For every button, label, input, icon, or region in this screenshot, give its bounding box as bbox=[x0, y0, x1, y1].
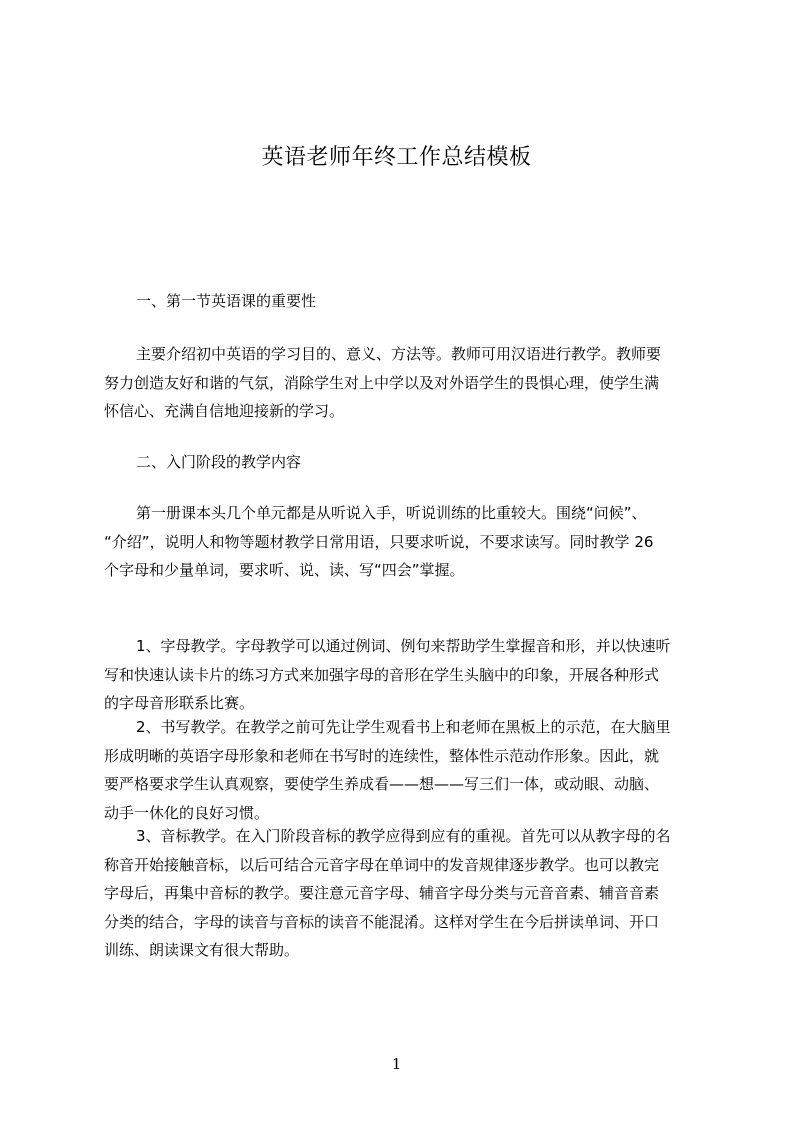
paragraph-line: 主要介绍初中英语的学习目的、意义、方法等。教师可用汉语进行教学。教师要 bbox=[136, 345, 662, 363]
paragraph-line: 形成明晰的英语字母形象和老师在书写时的连续性，整体性示范动作形象。因此，就 bbox=[104, 746, 660, 765]
document-title: 英语老师年终工作总结模板 bbox=[261, 145, 532, 170]
paragraph-line: 怀信心、充满自信地迎接新的学习。 bbox=[104, 402, 345, 420]
paragraph-line: 个字母和少量单词，要求听、说、读、写“四会”掌握。 bbox=[104, 561, 465, 579]
paragraph-line: 2、书写教学。在教学之前可先让学生观看书上和老师在黑板上的示范，在大脑里 bbox=[136, 718, 671, 736]
paragraph-line: 训练、朗读课文有很大帮助。 bbox=[104, 941, 300, 959]
item-paragraph-phonetics bbox=[104, 822, 704, 965]
paragraph-line: 努力创造友好和谐的气氛，消除学生对上中学以及对外语学生的畏惧心理，使学生满 bbox=[104, 373, 660, 392]
page-number: 1 bbox=[391, 1055, 402, 1073]
paragraph-line: “介绍”，说明人和物等题材教学日常用语，只要求听说，不要求读写。同时教学 26 bbox=[104, 532, 654, 551]
paragraph-line: 称音开始接触音标，以后可结合元音字母在单词中的发音规律逐步教学。也可以教完 bbox=[104, 855, 660, 874]
paragraph-line: 的字母音形联系比赛。 bbox=[104, 694, 255, 712]
paragraph-line: 动手一休化的良好习惯。 bbox=[104, 803, 270, 822]
paragraph-line: 第一册课本头几个单元都是从听说入手，听说训练的比重较大。围绕“问候”、 bbox=[136, 504, 647, 522]
section-paragraph-1 bbox=[104, 340, 704, 426]
paragraph-line: 分类的结合，字母的读音与音标的读音不能混淆。这样对学生在今后拼读单词、开口 bbox=[104, 912, 660, 931]
paragraph-line: 3、音标教学。在入门阶段音标的教学应得到应有的重视。首先可以从教字母的名 bbox=[136, 827, 671, 845]
paragraph-line: 1、字母教学。字母教学可以通过例词、例句来帮助学生掌握音和形，并以快速听 bbox=[136, 637, 671, 655]
section-heading-2: 二、入门阶段的教学内容 bbox=[136, 453, 302, 471]
item-paragraph-writing bbox=[104, 713, 704, 827]
section-heading-1: 一、第一节英语课的重要性 bbox=[136, 292, 317, 310]
paragraph-line: 要严格要求学生认真观察，要使学生养成看——想——写三们一体，或动眼、动脑、 bbox=[104, 775, 660, 793]
paragraph-line: 写和快速认读卡片的练习方式来加强字母的音形在学生头脑中的印象，开展各种形式 bbox=[104, 665, 660, 684]
item-paragraph-letters bbox=[104, 632, 704, 718]
section-paragraph-2 bbox=[104, 499, 704, 585]
paragraph-line: 字母后，再集中音标的教学。要注意元音字母、辅音字母分类与元音音素、辅音音素 bbox=[104, 884, 660, 902]
